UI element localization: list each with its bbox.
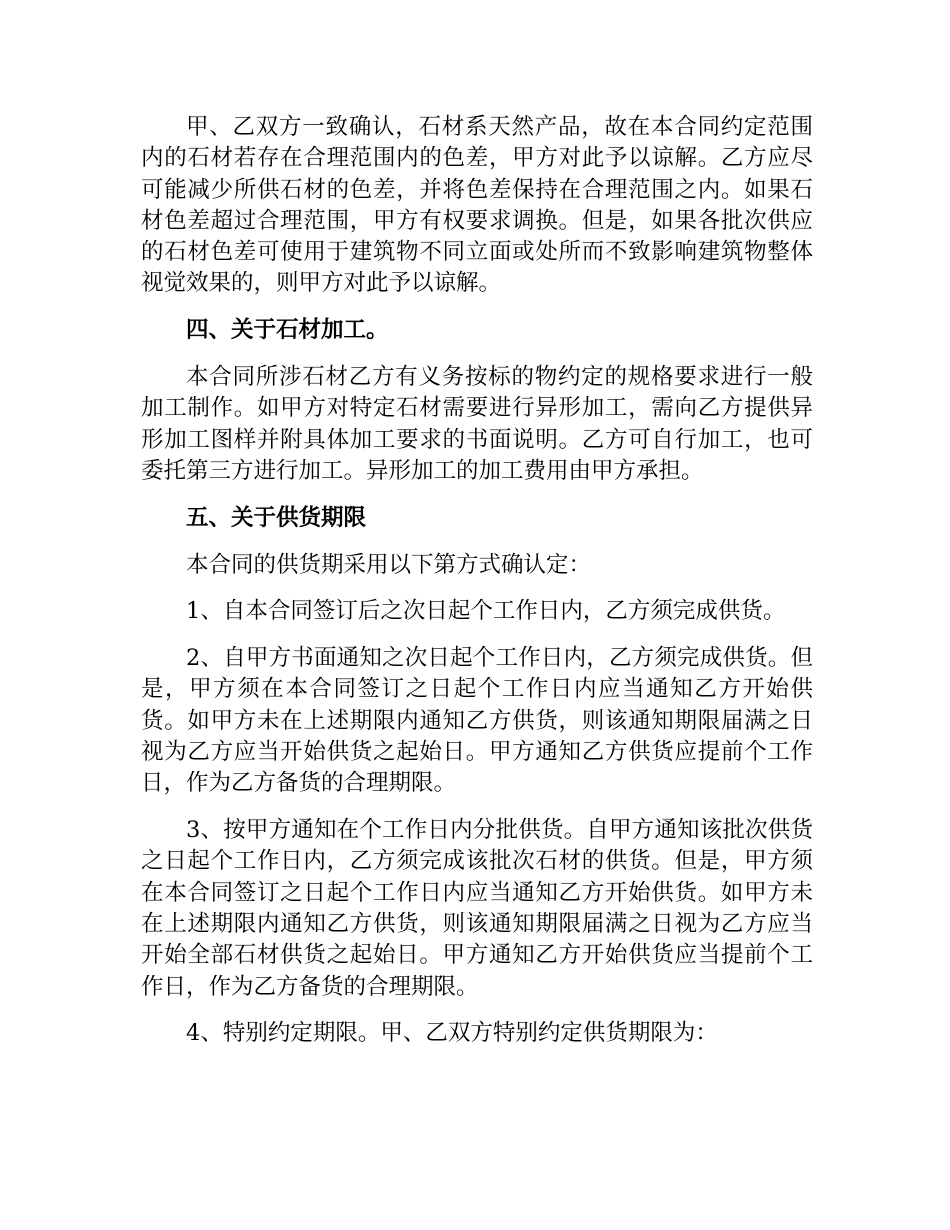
paragraph-color-difference: 甲、乙双方一致确认，石材系天然产品，故在本合同约定范围内的石材若存在合理范围内的色差，甲方对此予以谅解。乙方应尽可能减少所供石材的色差，并将色差保持在合理范围之内。如果石材色差超过合理范围，甲方有权要求调换。但是，如果各批次供应的石材色差可使用于建筑物不同立面或处所而不致影响建筑物整体视觉效果的，则甲方对此予以谅解。: [141, 114, 813, 297]
section-heading-delivery-period: 五、关于供货期限: [186, 504, 367, 531]
section-heading-stone-processing: 四、关于石材加工。: [186, 317, 389, 344]
paragraph-delivery-option-3: 3、按甲方通知在个工作日内分批供货。自甲方通知该批次供货之日起个工作日内，乙方须完成该批次石材的供货。但是，甲方须在本合同签订之日起个工作日内应当通知乙方开始供货。如甲方未在上述期限内通知乙方供货，则该通知期限届满之日视为乙方应当开始全部石材供货之起始日。甲方通知乙方开始供货应当提前个工作日，作为乙方备货的合理期限。: [141, 817, 813, 1000]
paragraph-delivery-option-1: 1、自本合同签订后之次日起个工作日内，乙方须完成供货。: [186, 598, 786, 625]
paragraph-stone-processing: 本合同所涉石材乙方有义务按标的物约定的规格要求进行一般加工制作。如甲方对特定石材需要进行异形加工，需向乙方提供异形加工图样并附具体加工要求的书面说明。乙方可自行加工，也可委托第三方进行加工。异形加工的加工费用由甲方承担。: [141, 364, 813, 484]
paragraph-delivery-method: 本合同的供货期采用以下第方式确认定：: [186, 551, 592, 578]
paragraph-delivery-option-2: 2、自甲方书面通知之次日起个工作日内，乙方须完成供货。但是，甲方须在本合同签订之日起个工作日内应当通知乙方开始供货。如甲方未在上述期限内通知乙方供货，则该通知期限届满之日视为乙方应当开始供货之起始日。甲方通知乙方供货应提前个工作日，作为乙方备货的合理期限。: [141, 645, 813, 797]
paragraph-delivery-option-4: 4、特别约定期限。甲、乙双方特别约定供货期限为：: [186, 1020, 718, 1047]
document-body: [141, 112, 813, 1065]
